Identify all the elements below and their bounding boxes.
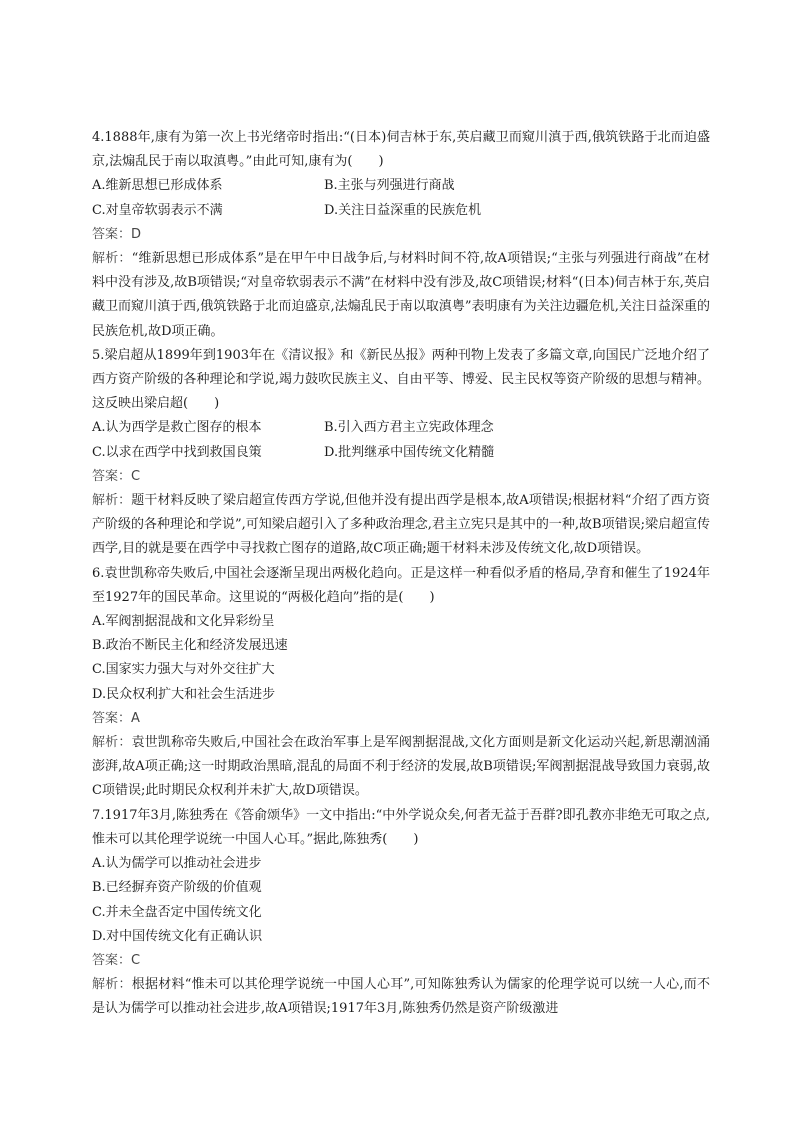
option-c: C.对皇帝软弱表示不满 [92, 202, 223, 218]
question-7 [92, 804, 710, 1022]
explanation-text: “维新思想已形成体系”是在甲午中日战争后,与材料时间不符,故A项错误;“主张与列强进行商战”在材料中没有涉及,故B项错误;“对皇帝软弱表示不满”在材料中没有涉及,故C项错误;材料“(日本)伺吉林于东,英启藏卫而窥川滇于西,俄筑铁路于北而迫盛京,法煽乱民于南以取滇粤”表明康有为关注边疆危机,关注日益深重的民族危机,故D项正确。 [92, 251, 710, 339]
answer-line [92, 949, 710, 973]
question-stem: 5.梁启超从1899年到1903年在《清议报》和《新民丛报》两种刊物上发表了多篇文章,向国民广泛地介绍了西方资产阶级的各种理论和学说,竭力鼓吹民族主义、自由平等、博爱、民主民权等资产阶级的思想与精神。这反映出梁启超( ) [92, 347, 710, 412]
answer-value: C [131, 468, 141, 484]
explanation-label: 解析： [92, 735, 132, 751]
options-row [92, 416, 710, 440]
option-b: B.引入西方君主立宪政体理念 [324, 420, 494, 436]
answer-label: 答案： [92, 226, 132, 242]
question-5 [92, 344, 710, 562]
explanation-label: 解析： [92, 493, 132, 509]
answer-value: A [131, 710, 140, 726]
answer-line [92, 223, 710, 247]
explanation-text: 根据材料“惟未可以其伦理学说统一中国人心耳”,可知陈独秀认为儒家的伦理学说可以统一人心,而不是认为儒学可以推动社会进步,故A项错误;1917年3月,陈独秀仍然是资产阶级激进 [92, 977, 710, 1017]
answer-label: 答案： [92, 710, 132, 726]
option-a: A.认为西学是救亡图存的根本 [92, 420, 262, 436]
option-b: B.政治不断民主化和经济发展迅速 [92, 638, 288, 654]
option-b: B.主张与列强进行商战 [324, 178, 455, 194]
answer-value: D [131, 226, 142, 242]
option-c: C.并未全盘否定中国传统文化 [92, 904, 262, 920]
answer-line [92, 465, 710, 489]
answer-label: 答案： [92, 952, 132, 968]
option-d: D.关注日益深重的民族危机 [324, 202, 482, 218]
explanation [92, 489, 710, 562]
explanation [92, 247, 710, 344]
option-a: A.维新思想已形成体系 [92, 178, 223, 194]
question-4 [92, 126, 710, 344]
option-d: D.民众权利扩大和社会生活进步 [92, 686, 276, 702]
option-c: C.国家实力强大与对外交往扩大 [92, 662, 275, 678]
explanation-label: 解析： [92, 251, 132, 267]
options-row [92, 199, 710, 223]
answer-label: 答案： [92, 468, 132, 484]
explanation-text: 袁世凯称帝失败后,中国社会在政治军事上是军阀割据混战,文化方面则是新文化运动兴起,新思潮汹涌澎湃,故A项正确;这一时期政治黑暗,混乱的局面不利于经济的发展,故B项错误;军阀割据混战导致国力衰弱,故C项错误;此时期民众权利并未扩大,故D项错误。 [92, 735, 710, 799]
option-c: C.以求在西学中找到救国良策 [92, 444, 262, 460]
option-d: D.对中国传统文化有正确认识 [92, 928, 263, 944]
answer-value: C [131, 952, 141, 968]
question-stem: 6.袁世凯称帝失败后,中国社会逐渐呈现出两极化趋向。正是这样一种看似矛盾的格局,孕育和催生了1924年至1927年的国民革命。这里说的“两极化趋向”指的是( ) [92, 565, 710, 605]
options-row [92, 441, 710, 465]
option-d: D.批判继承中国传统文化精髓 [324, 444, 495, 460]
document-page [92, 126, 710, 1022]
explanation-text: 题干材料反映了梁启超宣传西方学说,但他并没有提出西学是根本,故A项错误;根据材料“介绍了西方资产阶级的各种理论和学说”,可知梁启超引入了多种政治理念,君主立宪只是其中的一种,故B项错误;梁启超宣传西学,目的就是要在西学中寻找救亡图存的道路,故C项正确;题干材料未涉及传统文化,故D项错误。 [92, 493, 710, 557]
explanation [92, 731, 710, 804]
option-b: B.已经摒弃资产阶级的价值观 [92, 880, 262, 896]
question-stem: 4.1888年,康有为第一次上书光绪帝时指出:“(日本)伺吉林于东,英启藏卫而窥川滇于西,俄筑铁路于北而迫盛京,法煽乱民于南以取滇粤。”由此可知,康有为( ) [92, 130, 710, 170]
explanation [92, 973, 710, 1021]
explanation-label: 解析： [92, 977, 132, 993]
options-row [92, 174, 710, 198]
option-a: A.军阀割据混战和文化异彩纷呈 [92, 614, 275, 630]
question-stem: 7.1917年3月,陈独秀在《答俞颂华》一文中指出:“中外学说众矣,何者无益于吾群?即孔教亦非绝无可取之点,惟未可以其伦理学说统一中国人心耳。”据此,陈独秀( ) [92, 807, 710, 847]
question-6 [92, 562, 710, 804]
answer-line [92, 707, 710, 731]
option-a: A.认为儒学可以推动社会进步 [92, 856, 262, 872]
